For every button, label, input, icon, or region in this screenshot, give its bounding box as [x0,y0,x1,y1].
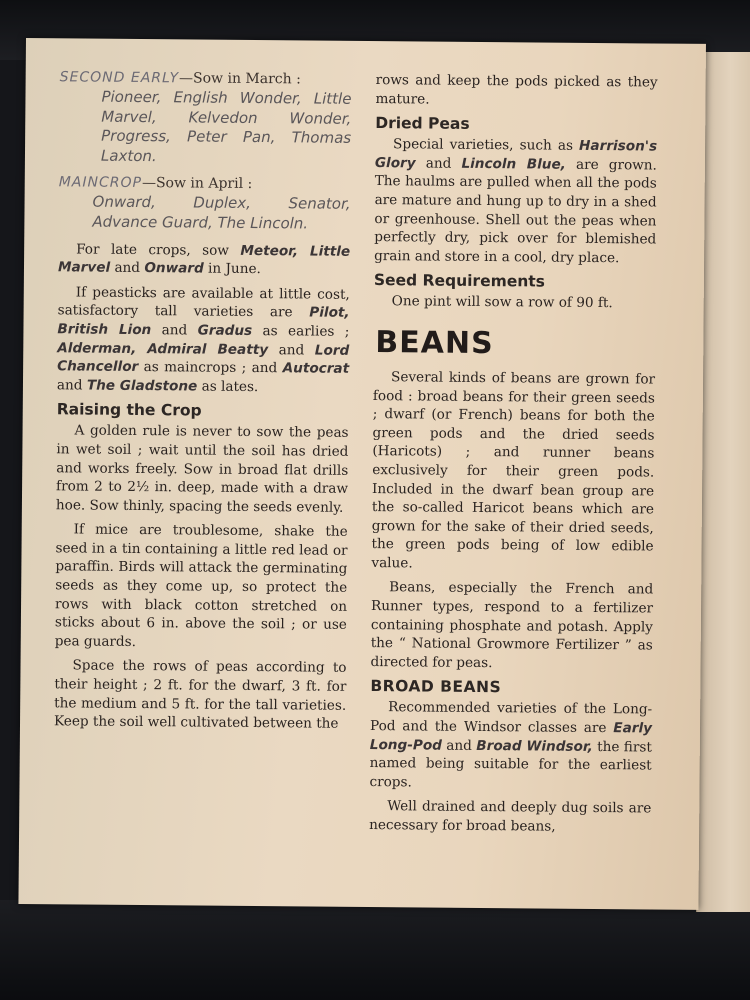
right-column [369,71,658,843]
broad-beans-paragraph-1: Recommended varieties of the Long-Pod and the Windsor classes are Early Long-Pod and Broad Windsor, the first named being suitable for the earliest crops. [369,699,653,791]
seed-requirements-heading: Seed Requirements [373,271,546,291]
beans-paragraph-2: Beans, especially the French and Runner types, respond to a fertilizer containing phosphate and potash. Apply the “ National Growmore Fertilizer ” as directed for peas. [370,579,654,671]
left-column [54,68,352,739]
raising-paragraph-1: A golden rule is never to sow the peas in wet soil ; wait until the soil has dried and works freely. Sow in broad flat drills from 2 to 2½ in. deep, made with a draw hoe. Sow thinly, spacing the seeds evenly. [55,422,349,516]
maincrop-label: MAINCROP [58,174,143,192]
raising-paragraph-2: If mice are troublesome, shake the seed in a tin containing a little red lead or paraffin. Birds will attack the germinating seeds as they come up, so protect the rows with black cotton stretched on sticks about 6 in. above the soil ; or use pea guards. [54,521,348,650]
raising-heading: Raising the Crop [56,400,202,420]
second-early-varieties: Pioneer, English Wonder, Little Marvel, Kelvedon Wonder, Progress, Peter Pan, Thomas Laxton. [100,87,352,165]
dried-peas-heading: Dried Peas [375,114,470,134]
dried-peas-paragraph: Special varieties, such as Harrison's Glory and Lincoln Blue, are grown. The haulms are pulled when all the pods are mature and hung up to dry in a shed or greenhouse. Shell out the peas when perfectly dry, pick over for blemished grain and store in a cool, dry place. [374,136,658,266]
second-early-block [59,68,352,168]
second-early-label: SECOND EARLY [59,69,180,87]
broad-beans-paragraph-2: Well drained and deeply dug soils are necessary for broad beans, [369,798,652,835]
raising-paragraph-3: Space the rows of peas according to their height ; 2 ft. for the dwarf, 3 ft. for the medium and 5 ft. for the tall varieties. Keep the soil well cultivated between the [53,657,347,732]
beans-paragraph-1: Several kinds of beans are grown for food : broad beans for their green seeds ; dwarf (or French) beans for both the green pods and the dried seeds (Haricots) ; and runner beans exclusively for their green pods. Included in the dwarf bean group are the so-called Haricot beans which are grown for the sake of their dried seeds, the green pods being of low edible value. [371,369,656,572]
continued-text: rows and keep the pods picked as they mature. [375,72,658,108]
broad-beans-heading: BROAD BEANS [370,677,502,697]
background-bottom [0,900,750,1000]
peasticks-paragraph: If peasticks are available at little cost, satisfactory tall varieties are Pilot, British Lion and Gradus as earlies ; Alderman, Admiral Beatty and Lord Chancellor as maincrops ; and Autocrat and The Gladstone as lates. [56,284,350,395]
late-crops-paragraph: For late crops, sow Meteor, Little Marvel and Onward in June. [57,241,351,278]
booklet-page [18,38,706,910]
maincrop-sow: —Sow in April : [141,175,253,193]
beans-heading: BEANS [375,324,494,362]
second-early-sow: —Sow in March : [178,70,301,88]
maincrop-block [58,174,350,235]
seed-requirements-text: One pint will sow a row of 90 ft. [391,293,613,312]
maincrop-varieties: Onward, Duplex, Senator, Advance Guard, The Lincoln. [92,192,351,233]
